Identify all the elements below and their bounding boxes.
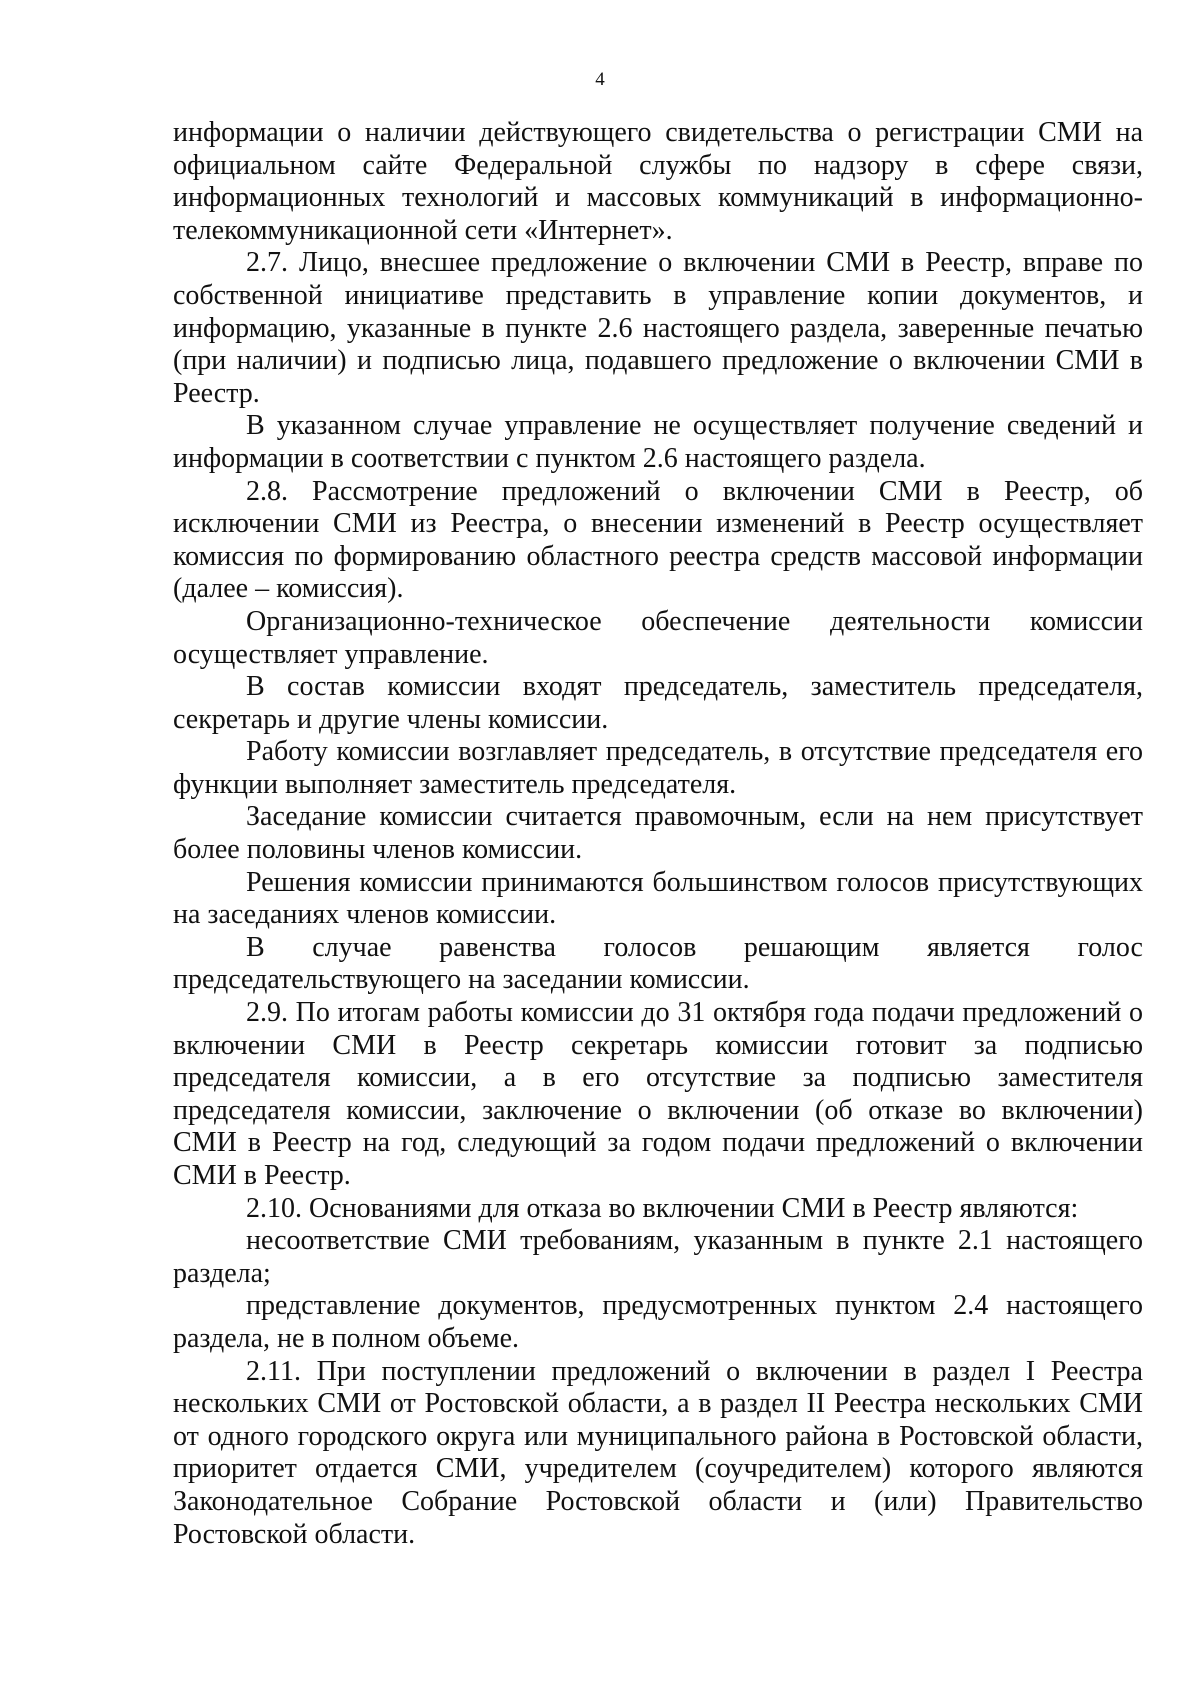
paragraph: Решения комиссии принимаются большинством голосов присутствующих на заседаниях членов комиссии.	[173, 866, 1143, 931]
page-number: 4	[595, 69, 605, 90]
document-body	[173, 117, 1143, 1551]
paragraph: В состав комиссии входят председатель, заместитель председателя, секретарь и другие члены комиссии.	[173, 671, 1143, 735]
paragraph: несоответствие СМИ требованиям, указанным в пункте 2.1 настоящего раздела;	[173, 1225, 1143, 1289]
paragraph: представление документов, предусмотренных пунктом 2.4 настоящего раздела, не в полном объеме.	[173, 1290, 1143, 1354]
paragraph-2-10: 2.10. Основаниями для отказа во включении СМИ в Реестр являются:	[246, 1192, 1079, 1224]
paragraph-2-8: 2.8. Рассмотрение предложений о включении СМИ в Реестр, об исключении СМИ из Реестра, о внесении изменений в Реестр осуществляет комиссия по формированию областного реестра средств массовой информации (далее – комиссия).	[173, 475, 1143, 605]
paragraph-2-11: 2.11. При поступлении предложений о включении в раздел I Реестра нескольких СМИ от Ростовской области, а в раздел II Реестра нескольких СМИ от одного городского округа или муниципального района в Ростовской области, приоритет отдается СМИ, учредителем (соучредителем) которого являются Законодательное Собрание Ростовской области и (или) Правительство Ростовской области.	[173, 1355, 1143, 1550]
paragraph-continuation: информации о наличии действующего свидетельства о регистрации СМИ на официальном сайте Федеральной службы по надзору в сфере связи, информационных технологий и массовых коммуникаций в информационно-телекоммуникационной сети «Интернет».	[173, 117, 1143, 246]
paragraph: Организационно-техническое обеспечение деятельности комиссии осуществляет управление.	[173, 605, 1143, 670]
paragraph: Заседание комиссии считается правомочным, если на нем присутствует более половины членов комиссии.	[173, 801, 1143, 866]
paragraph: В случае равенства голосов решающим является голос председательствующего на заседании комиссии.	[173, 931, 1143, 996]
paragraph-2-7: 2.7. Лицо, внесшее предложение о включении СМИ в Реестр, вправе по собственной инициативе представить в управление копии документов, и информацию, указанные в пункте 2.6 настоящего раздела, заверенные печатью (при наличии) и подписью лица, подавшего предложение о включении СМИ в Реестр.	[173, 247, 1143, 409]
paragraph: В указанном случае управление не осуществляет получение сведений и информации в соответствии с пунктом 2.6 настоящего раздела.	[173, 410, 1143, 474]
paragraph-2-9: 2.9. По итогам работы комиссии до 31 октября года подачи предложений о включении СМИ в Реестр секретарь комиссии готовит за подписью председателя комиссии, а в его отсутствие за подписью заместителя председателя комиссии, заключение о включении (об отказе во включении) СМИ в Реестр на год, следующий за годом подачи предложений о включении СМИ в Реестр.	[173, 997, 1143, 1191]
paragraph: Работу комиссии возглавляет председатель, в отсутствие председателя его функции выполняет заместитель председателя.	[173, 736, 1143, 800]
